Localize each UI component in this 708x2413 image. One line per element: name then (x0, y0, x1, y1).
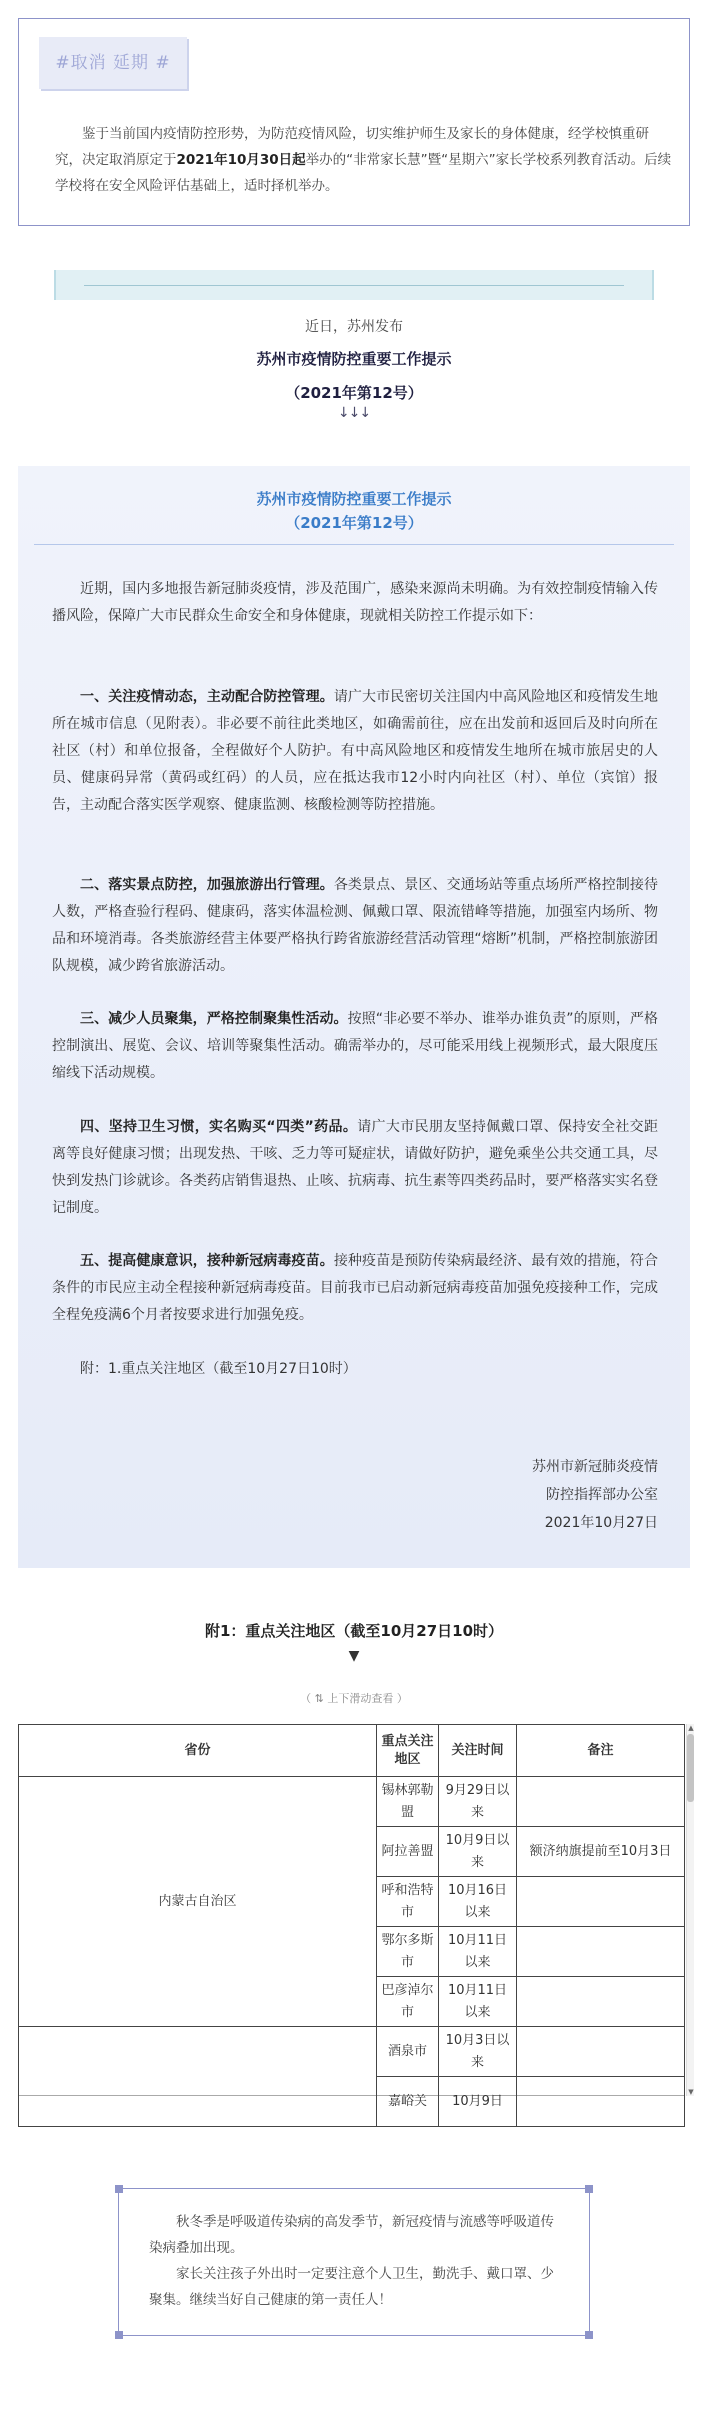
panel-title: 苏州市疫情防控重要工作提示 (256, 490, 452, 508)
city-cell: 阿拉善盟 (377, 1827, 439, 1877)
time-cell: 10月16日以来 (439, 1877, 517, 1927)
note-cell (517, 2027, 685, 2077)
city-cell: 巴彦淖尔市 (377, 1977, 439, 2027)
notice-panel (18, 466, 690, 1568)
note-cell (517, 1777, 685, 1827)
header-area: 重点关注地区 (377, 1725, 439, 1777)
header-note: 备注 (517, 1725, 685, 1777)
ribbon-line (84, 285, 624, 286)
city-cell: 锡林郭勒盟 (377, 1777, 439, 1827)
panel-divider (34, 544, 674, 545)
cancel-text-part: 举办的“非常家长慧”暨“星期六”家长学校系列教育活动。后续学校将在安全风险评估基础上，适时择机举办。 (55, 152, 672, 194)
reminder-paragraph-2: 家长关注孩子外出时一定要注意个人卫生，勤洗手、戴口罩、少聚集。继续当好自己健康的第一责任人！ (149, 2266, 554, 2308)
time-cell: 9月29日以来 (439, 1777, 517, 1827)
table-heading: 附1：重点关注地区（截至10月27日10时） (204, 1622, 504, 1640)
paragraph-1 (52, 684, 658, 819)
paragraph-5 (52, 1248, 658, 1329)
paragraph-1-body: 请广大市民密切关注国内中高风险地区和疫情发生地所在城市信息（见附表）。非必要不前往此类地区，如确需前往，应在出发前和返回后及时向所在社区（村）和单位报备，全程做好个人防护。有中高风险地区和疫情发生地所在城市旅居史的人员、健康码异常（黄码或红码）的人员，应在抵达我市12小时内向社区（村）、单位（宾馆）报告，主动配合落实医学观察、健康监测、核酸检测等防控措施。 (52, 689, 659, 813)
paragraph-5-body: 接种疫苗是预防传染病最经济、最有效的措施，符合条件的市民应主动全程接种新冠病毒疫苗。目前我市已启动新冠病毒疫苗加强免疫接种工作，完成全程免疫满6个月者按要求进行加强免疫。 (52, 1253, 659, 1323)
attachment-note: 附：1.重点关注地区（截至10月27日10时） (80, 1361, 357, 1377)
down-triangle-icon: ▼ (348, 1648, 360, 1664)
note-cell: 额济纳旗提前至10月3日 (517, 1827, 685, 1877)
corner-decoration (115, 2185, 123, 2193)
city-cell: 酒泉市 (377, 2027, 439, 2077)
cancel-notice-box (18, 18, 690, 226)
paragraph-3-body: 按照“非必要不举办、谁举办谁负责”的原则，严格控制演出、展览、会议、培训等聚集性活动。确需举办的，尽可能采用线上视频形式，最大限度压缩线下活动规模。 (52, 1011, 658, 1081)
table-header-row (19, 1725, 685, 1777)
cancel-tag: #取消 延期 # (39, 37, 187, 89)
header-time: 关注时间 (439, 1725, 517, 1777)
time-cell: 10月9日以来 (439, 1827, 517, 1877)
time-cell: 10月11日以来 (439, 1977, 517, 2027)
paragraph-3-heading: 三、减少人员聚集，严格控制聚集性活动。 (80, 1011, 348, 1027)
province-cell (19, 2027, 377, 2127)
header-province: 省份 (19, 1725, 377, 1777)
intro-title: 苏州市疫情防控重要工作提示 (256, 350, 452, 368)
city-cell: 呼和浩特市 (377, 1877, 439, 1927)
paragraph-4-body: 请广大市民朋友坚持佩戴口罩、保持安全社交距离等良好健康习惯；出现发热、干咳、乏力等可疑症状，请做好防护，避免乘坐公共交通工具，尽快到发热门诊就诊。各类药店销售退热、止咳、抗病毒、抗生素等四类药品时，要严格落实实名登记制度。 (52, 1119, 658, 1216)
paragraph-2-heading: 二、落实景点防控，加强旅游出行管理。 (80, 877, 334, 893)
table-scroll-area[interactable] (18, 1724, 684, 2109)
cancel-notice-text (55, 121, 675, 199)
corner-decoration (115, 2331, 123, 2339)
signature-office: 防控指挥部办公室 (546, 1487, 658, 1503)
reminder-box (118, 2188, 590, 2336)
note-cell (517, 2077, 685, 2127)
time-cell: 10月3日以来 (439, 2027, 517, 2077)
table-row (19, 2027, 685, 2077)
paragraph-2 (52, 872, 658, 980)
city-cell: 鄂尔多斯市 (377, 1927, 439, 1977)
time-cell: 10月11日以来 (439, 1927, 517, 1977)
paragraph-4-heading: 四、坚持卫生习惯，实名购买“四类”药品。 (80, 1119, 358, 1135)
panel-subtitle: （2021年第12号） (285, 514, 423, 532)
paragraph-5-heading: 五、提高健康意识，接种新冠病毒疫苗。 (80, 1253, 334, 1269)
intro-number: （2021年第12号） (285, 384, 423, 402)
cancel-date: 2021年10月30日起 (176, 152, 306, 168)
note-cell (517, 1927, 685, 1977)
note-cell (517, 1977, 685, 2027)
province-cell: 内蒙古自治区 (19, 1777, 377, 2027)
cancel-text-part: 鉴于当前国内疫情防控形势，为防范疫情风险，切实维护师生及家长的身体健康，经学校慎重研究，决定取消原定于 (55, 126, 649, 168)
table-row (19, 1777, 685, 1827)
scroll-hint: （ ⇅ 上下滑动查看 ） (300, 1692, 408, 1705)
paragraph-2-body: 各类景点、景区、交通场站等重点场所严格控制接待人数，严格查验行程码、健康码，落实体温检测、佩戴口罩、限流错峰等措施，加强室内场所、物品和环境消毒。各类旅游经营主体要严格执行跨省旅游经营活动管理“熔断”机制，严格控制旅游团队规模，减少跨省旅游活动。 (52, 877, 659, 974)
intro-source: 近日，苏州发布 (305, 319, 403, 335)
note-cell (517, 1877, 685, 1927)
scrollbar-thumb[interactable] (687, 1734, 694, 1802)
signature-org: 苏州市新冠肺炎疫情 (532, 1459, 658, 1475)
scroll-down-icon[interactable]: ▼ (688, 2088, 694, 2096)
paragraph-3 (52, 1006, 658, 1087)
corner-decoration (585, 2331, 593, 2339)
table-scrollbar[interactable] (686, 1724, 694, 2096)
paragraph-4 (52, 1114, 658, 1222)
scroll-up-icon[interactable]: ▲ (688, 1724, 694, 1732)
down-arrows: ↓↓↓ (337, 405, 371, 421)
paragraph-1-heading: 一、关注疫情动态，主动配合防控管理。 (80, 689, 334, 705)
focus-areas-table (18, 1724, 685, 2127)
time-cell: 10月9日 (439, 2077, 517, 2127)
reminder-paragraph-1: 秋冬季是呼吸道传染病的高发季节，新冠疫情与流感等呼吸道传染病叠加出现。 (149, 2214, 554, 2256)
paragraph-intro: 近期，国内多地报告新冠肺炎疫情，涉及范围广，感染来源尚未明确。为有效控制疫情输入传播风险，保障广大市民群众生命安全和身体健康，现就相关防控工作提示如下： (52, 581, 658, 624)
signature-date: 2021年10月27日 (544, 1515, 658, 1531)
corner-decoration (585, 2185, 593, 2193)
city-cell: 嘉峪关 (377, 2077, 439, 2127)
